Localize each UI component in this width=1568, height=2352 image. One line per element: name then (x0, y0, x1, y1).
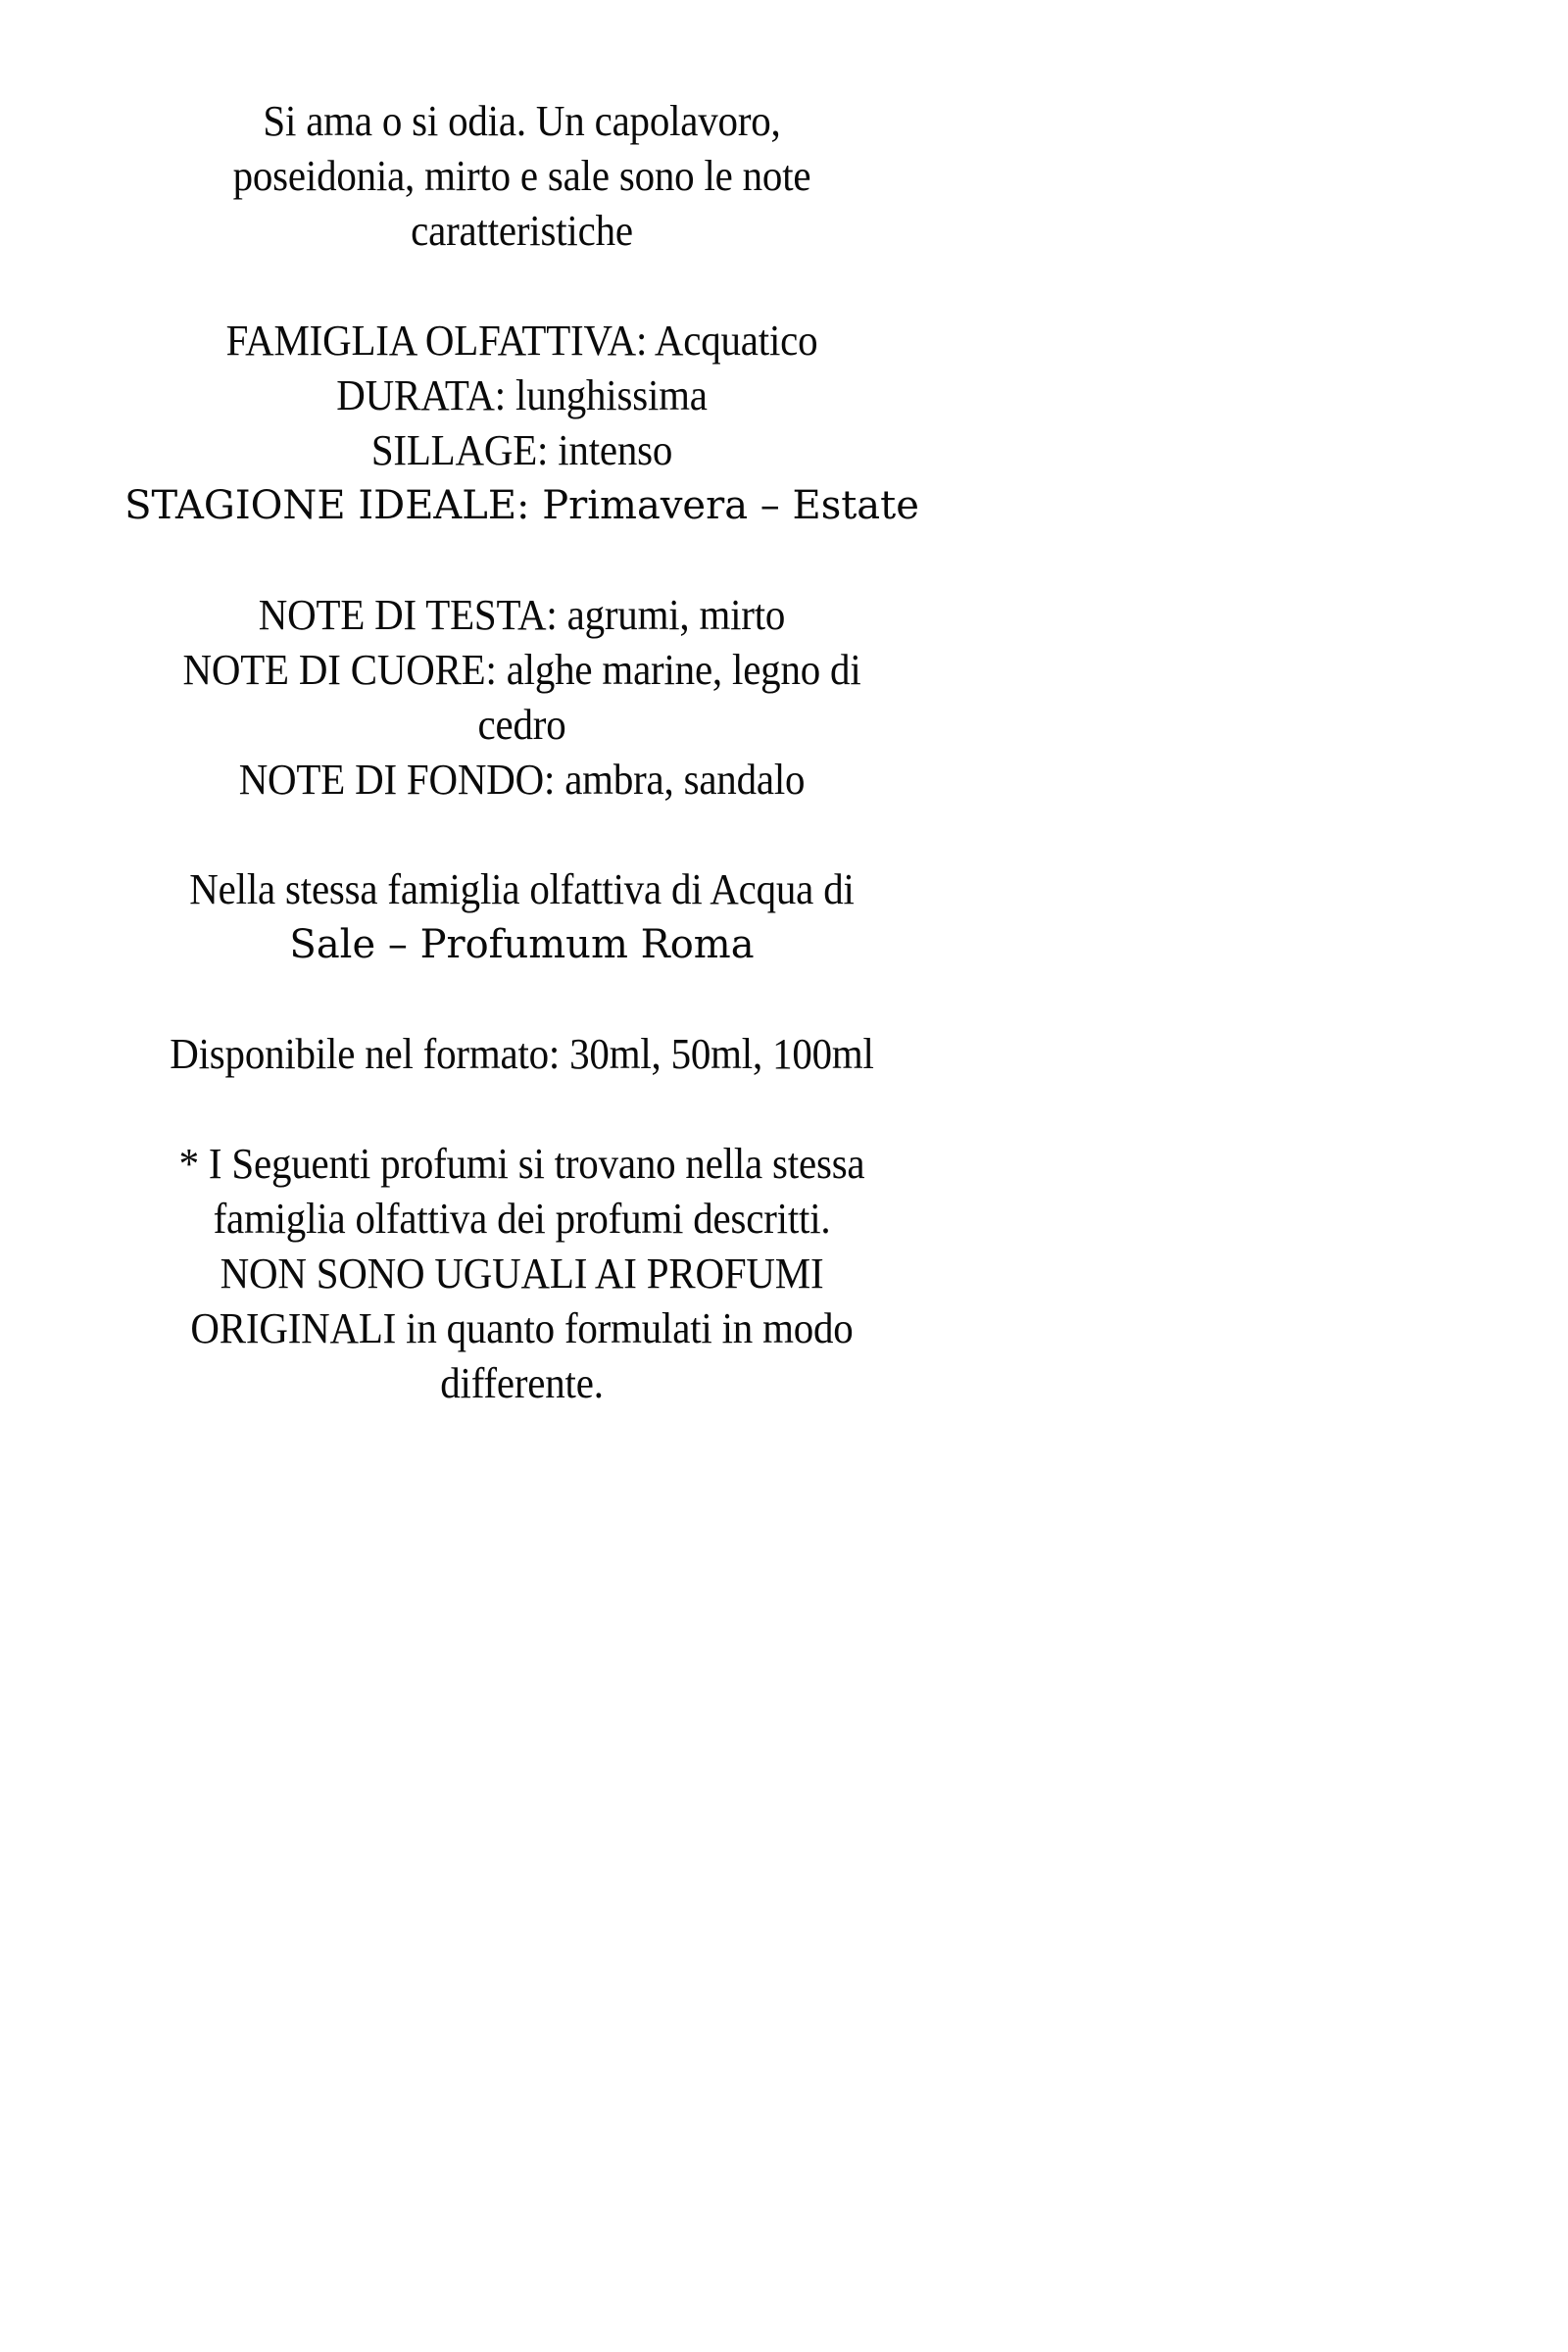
note-di-fondo: NOTE DI FONDO: ambra, sandalo (238, 756, 806, 804)
spec-durata: DURATA: lunghissima (336, 371, 708, 419)
family-reference-paragraph (71, 862, 973, 972)
disclaimer-line-5: differente. (440, 1359, 604, 1407)
disclaimer-line-4: ORIGINALI in quanto formulati in modo (190, 1304, 854, 1352)
paragraph-gap-2 (71, 533, 973, 588)
spec-famiglia-olfattiva: FAMIGLIA OLFATTIVA: Acquatico (225, 317, 818, 365)
intro-paragraph (71, 94, 973, 259)
disclaimer-line-2: famiglia olfattiva dei profumi descritti. (213, 1195, 831, 1243)
disclaimer-paragraph (71, 1137, 973, 1411)
sizes-paragraph (71, 1027, 973, 1082)
specs-paragraph (71, 314, 973, 533)
spec-sillage: SILLAGE: intenso (370, 426, 673, 474)
paragraph-gap-3 (71, 808, 973, 862)
notes-paragraph (71, 588, 973, 808)
intro-line-1: Si ama o si odia. Un capolavoro, (263, 97, 781, 145)
paragraph-gap-4 (71, 972, 973, 1027)
note-di-cuore-line-2: cedro (477, 701, 566, 749)
product-description-text (71, 94, 973, 1411)
spec-stagione-ideale: STAGIONE IDEALE: Primavera – Estate (124, 483, 919, 528)
note-di-testa: NOTE DI TESTA: agrumi, mirto (258, 591, 786, 639)
intro-line-2: poseidonia, mirto e sale sono le note (232, 152, 811, 200)
family-reference-line-1: Nella stessa famiglia olfattiva di Acqua di (189, 865, 855, 913)
note-di-cuore-line-1: NOTE DI CUORE: alghe marine, legno di (182, 646, 861, 694)
available-sizes: Disponibile nel formato: 30ml, 50ml, 100ml (170, 1030, 874, 1078)
disclaimer-line-1: * I Seguenti profumi si trovano nella stessa (178, 1140, 865, 1188)
family-reference-line-2: Sale – Profumum Roma (289, 922, 755, 967)
paragraph-gap-1 (71, 259, 973, 314)
intro-line-3: caratteristiche (411, 207, 633, 255)
disclaimer-line-3: NON SONO UGUALI AI PROFUMI (220, 1250, 824, 1298)
paragraph-gap-5 (71, 1082, 973, 1137)
